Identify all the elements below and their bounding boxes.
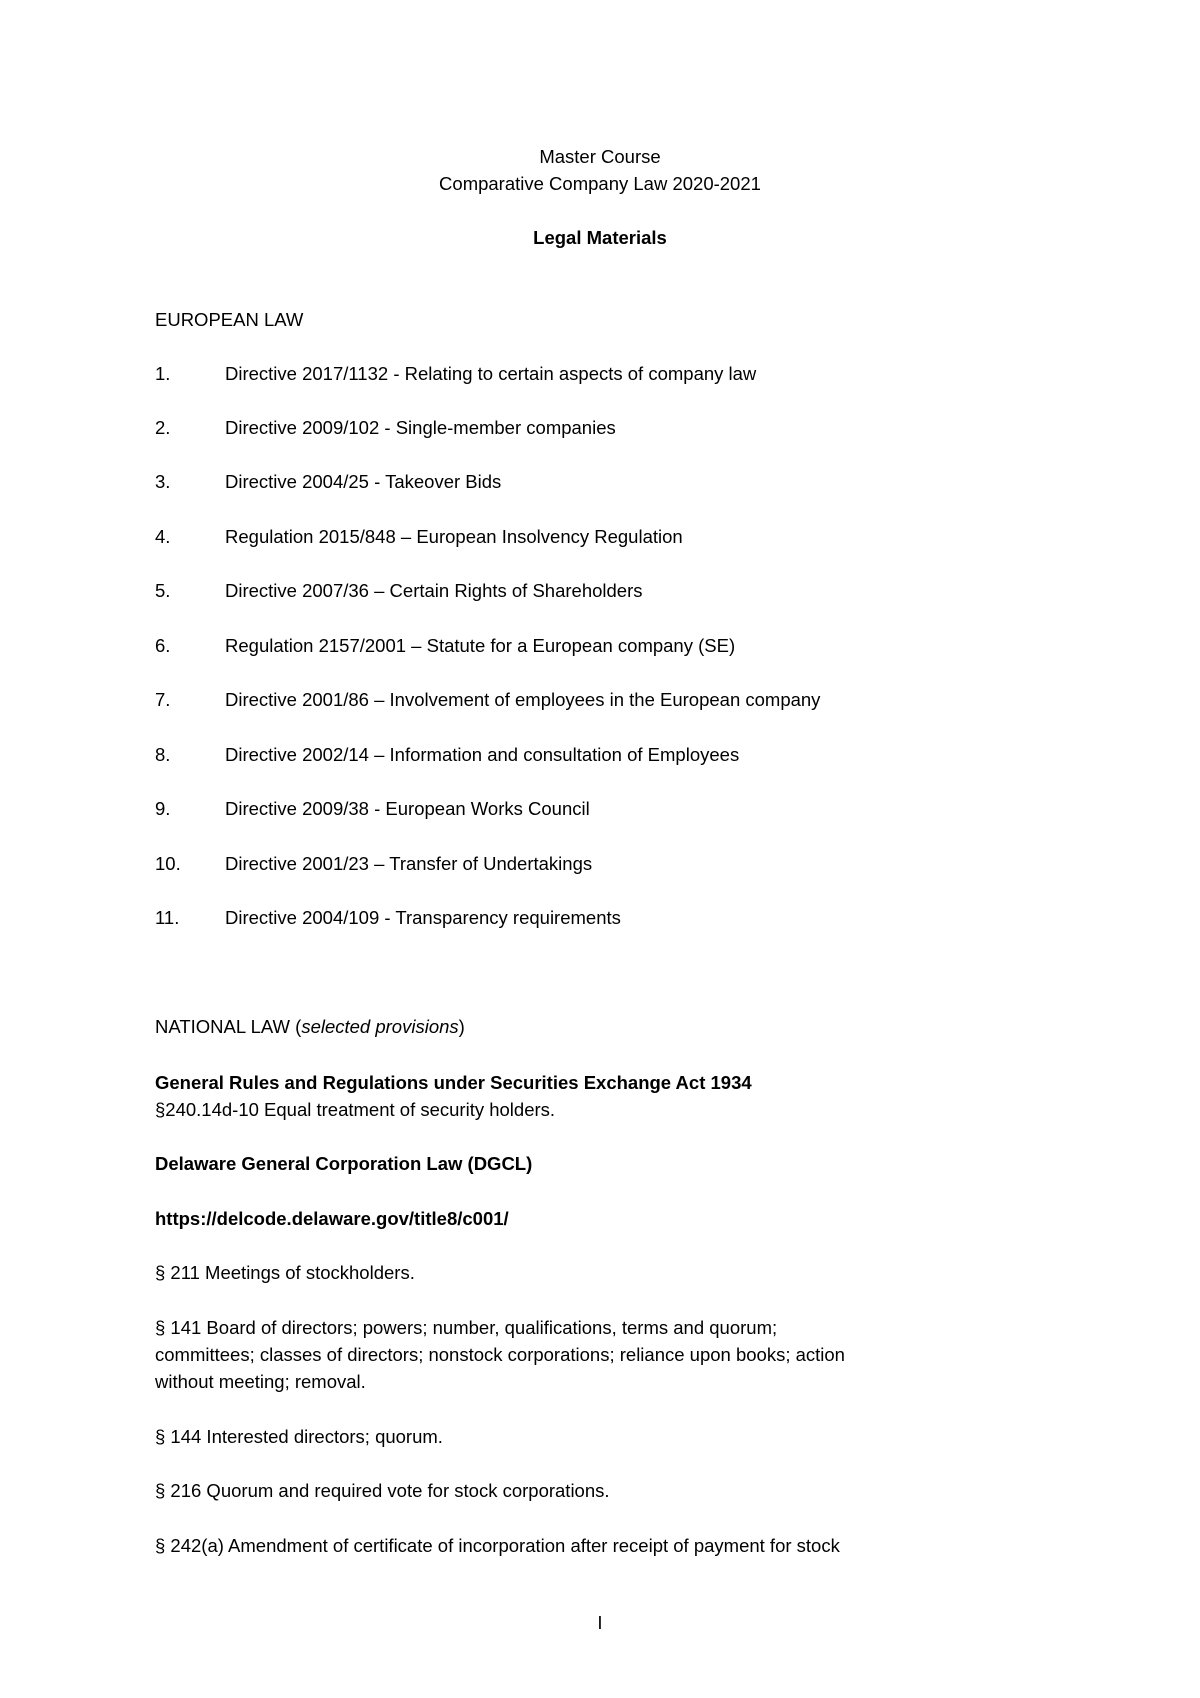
list-item-number: 4. bbox=[155, 526, 171, 547]
list-item: Directive 2001/23 – Transfer of Undertakings bbox=[225, 853, 593, 874]
european-law-heading: EUROPEAN LAW bbox=[155, 309, 304, 330]
provision-144: § 144 Interested directors; quorum. bbox=[155, 1426, 443, 1447]
provision-211: § 211 Meetings of stockholders. bbox=[155, 1262, 415, 1283]
list-item-number: 9. bbox=[155, 798, 171, 819]
list-item: Directive 2004/25 - Takeover Bids bbox=[225, 471, 502, 492]
dgcl-url-link[interactable]: https://delcode.delaware.gov/title8/c001/ bbox=[155, 1208, 509, 1229]
list-item-number: 10. bbox=[155, 853, 181, 874]
course-label: Master Course bbox=[539, 146, 661, 167]
list-item-number: 11. bbox=[155, 907, 180, 928]
provision-141-line: committees; classes of directors; nonstock corporations; reliance upon books; action bbox=[155, 1344, 845, 1365]
list-item-number: 1. bbox=[155, 363, 171, 384]
list-item: Directive 2001/86 – Involvement of employees in the European company bbox=[225, 689, 821, 710]
list-item-number: 8. bbox=[155, 744, 171, 765]
provision-216: § 216 Quorum and required vote for stock corporations. bbox=[155, 1480, 610, 1501]
list-item: Directive 2017/1132 - Relating to certain aspects of company law bbox=[225, 363, 757, 384]
sec-rules-provision: §240.14d-10 Equal treatment of security holders. bbox=[155, 1099, 556, 1120]
list-item: Directive 2002/14 – Information and consultation of Employees bbox=[225, 744, 740, 765]
page-number: I bbox=[597, 1612, 603, 1633]
list-item: Regulation 2015/848 – European Insolvency Regulation bbox=[225, 526, 683, 547]
provision-141-line: § 141 Board of directors; powers; number, qualifications, terms and quorum; bbox=[155, 1317, 778, 1338]
list-item-number: 6. bbox=[155, 635, 171, 656]
list-item: Regulation 2157/2001 – Statute for a European company (SE) bbox=[225, 635, 736, 656]
list-item: Directive 2009/102 - Single-member companies bbox=[225, 417, 616, 438]
document-title: Legal Materials bbox=[533, 227, 667, 248]
dgcl-title: Delaware General Corporation Law (DGCL) bbox=[155, 1153, 533, 1174]
provision-242a: § 242(a) Amendment of certificate of incorporation after receipt of payment for stock bbox=[155, 1535, 840, 1556]
course-title: Comparative Company Law 2020-2021 bbox=[439, 173, 761, 194]
national-law-heading: NATIONAL LAW (selected provisions) bbox=[155, 1016, 465, 1037]
provision-141-line: without meeting; removal. bbox=[155, 1371, 366, 1392]
list-item-number: 2. bbox=[155, 417, 171, 438]
list-item-number: 3. bbox=[155, 471, 171, 492]
list-item-number: 7. bbox=[155, 689, 171, 710]
list-item: Directive 2004/109 - Transparency requirements bbox=[225, 907, 621, 928]
list-item-number: 5. bbox=[155, 580, 171, 601]
sec-rules-title: General Rules and Regulations under Securities Exchange Act 1934 bbox=[155, 1072, 752, 1093]
list-item: Directive 2007/36 – Certain Rights of Shareholders bbox=[225, 580, 643, 601]
list-item: Directive 2009/38 - European Works Council bbox=[225, 798, 590, 819]
